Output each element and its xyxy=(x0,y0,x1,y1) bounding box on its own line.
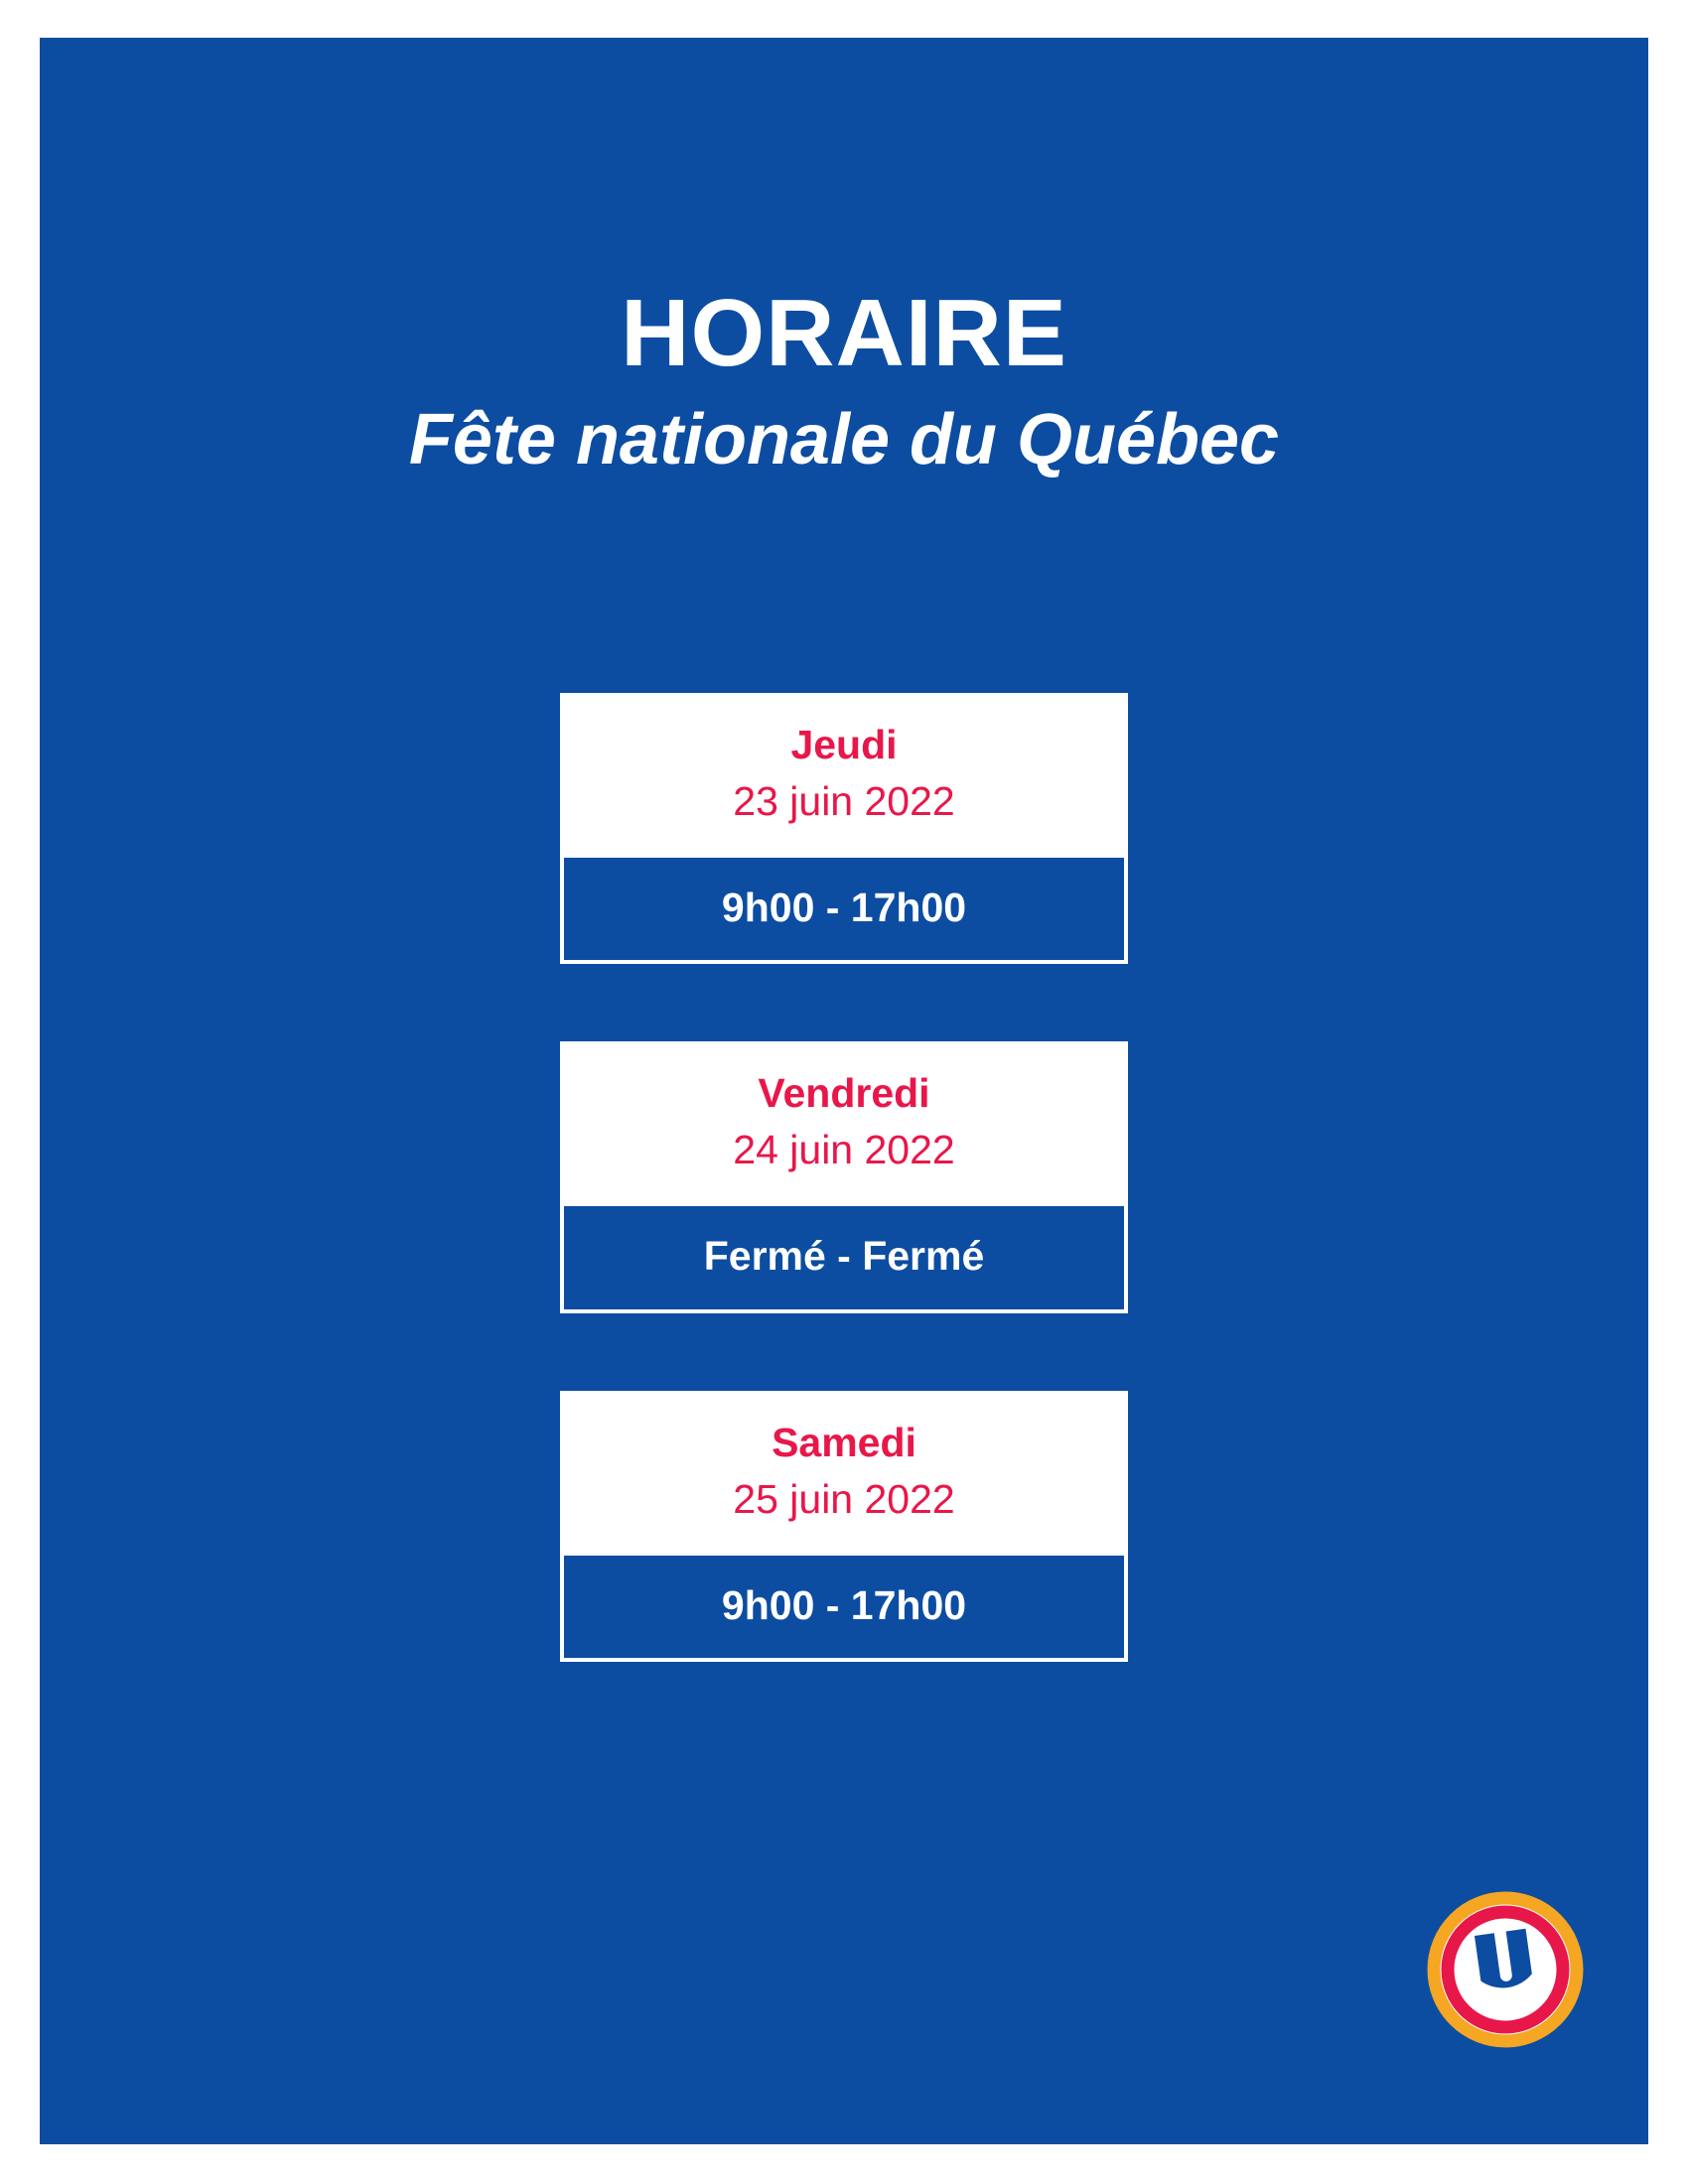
schedule-card-hours-band xyxy=(564,854,1124,960)
schedule-date-label: 24 juin 2022 xyxy=(733,1127,955,1173)
schedule-day-label: Jeudi xyxy=(790,722,898,767)
schedule-card-hours-band xyxy=(564,1202,1124,1308)
schedule-card xyxy=(560,1041,1128,1312)
schedule-card-hours-band xyxy=(564,1552,1124,1658)
schedule-hours-label: Fermé - Fermé xyxy=(703,1233,985,1280)
schedule-hours-label: 9h00 - 17h00 xyxy=(721,1581,967,1628)
schedule-hours-label: 9h00 - 17h00 xyxy=(721,885,967,931)
schedule-date-label: 25 juin 2022 xyxy=(733,1475,955,1522)
schedule-card-head xyxy=(564,1045,1124,1202)
schedule-day-label: Vendredi xyxy=(758,1070,930,1117)
schedule-card xyxy=(560,693,1128,964)
schedule-date-label: 23 juin 2022 xyxy=(733,778,955,825)
page-subtitle: Fête nationale du Québec xyxy=(408,400,1280,479)
poster-canvas xyxy=(40,38,1648,2144)
poster-header xyxy=(40,280,1648,479)
brand-logo-icon xyxy=(1426,1890,1585,2049)
schedule-card xyxy=(560,1391,1128,1662)
schedule-list xyxy=(40,693,1648,1739)
page-title: HORAIRE xyxy=(621,280,1067,386)
schedule-card-head xyxy=(564,1395,1124,1552)
schedule-day-label: Samedi xyxy=(772,1419,916,1465)
schedule-card-head xyxy=(564,697,1124,854)
